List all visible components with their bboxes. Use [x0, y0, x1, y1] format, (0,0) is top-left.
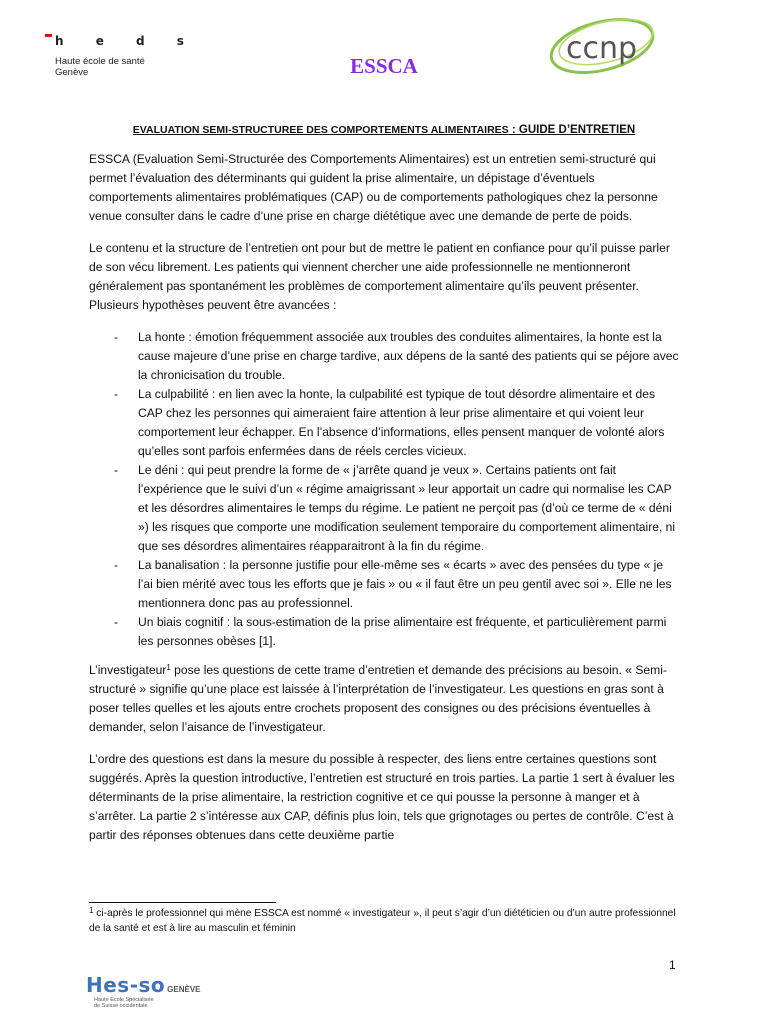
- footnote-mark: 1: [89, 906, 94, 915]
- list-item: [89, 328, 679, 385]
- paragraph-intro: ESSCA (Evaluation Semi-Structurée des Comportements Alimentaires) est un entretien semi-structuré qui permet l’évaluation des déterminants qui guident la prise alimentaire, un dépistage d’éventuels comportements alimentaires problématiques (CAP) ou de comportements pathologiques chez la personne venue consulter dans le cadre d’une prise en charge diététique avec une demande de perte de poids.: [89, 152, 658, 223]
- hes-so-logo: [86, 973, 201, 1009]
- heds-accent-bar: [45, 34, 52, 37]
- page-number: 1: [669, 958, 676, 972]
- hes-line1: Haute Ecole Spécialisée: [94, 997, 154, 1003]
- list-item: [89, 556, 679, 613]
- bullet-dash: -: [114, 330, 119, 344]
- heds-logo-word: h e d s: [55, 34, 198, 48]
- heds-line1: Haute école de santé: [55, 56, 145, 67]
- investigator-text: pose les questions de cette trame d’entretien et demande des précisions au besoin. « Semi-structuré » signifie qu’une place est laissée à l’interprétation de l’investigateur. Les questions en gras sont à poser telles quelles et les ajouts entre crochets proposent des consignes ou des précisions éventuelles à demander, selon l’aisance de l’investigateur.: [89, 663, 667, 734]
- hes-line2: de Suisse occidentale: [94, 1003, 148, 1009]
- footnote: [89, 906, 679, 936]
- paragraph-order: L’ordre des questions est dans la mesure du possible à respecter, des liens entre certaines questions sont suggérés. Après la question introductive, l’entretien est structuré en trois parties. La partie 1 sert à évaluer les déterminants de la prise alimentaire, la restriction cognitive et ce qui pousse la personne à manger et à s’arrêter. La partie 2 s’intéresse aux CAP, définis plus loin, tels que grignotages ou pertes de contrôle. C’est à partir des réponses obtenues dans cette deuxième partie: [89, 752, 675, 842]
- document-body: [89, 124, 679, 858]
- bullet-dash: -: [114, 558, 119, 572]
- footnote-separator: [89, 902, 276, 903]
- list-item-text: Un biais cognitif : la sous-estimation de la prise alimentaire est fréquente, et particulièrement parmi les personnes obèses [1].: [138, 615, 667, 648]
- list-item-text: La banalisation : la personne justifie pour elle-même ses « écarts » avec des pensées du type « je l’ai bien mérité avec tous les efforts que je fais » ou « il faut être un peu gentil avec soi ». Elle ne les mentionnera donc pas au professionnel.: [138, 558, 672, 610]
- list-item: [89, 613, 679, 651]
- footnote-reference[interactable]: 1: [166, 663, 171, 672]
- ccnp-logo-text: ccnp: [566, 31, 638, 66]
- document-title: [89, 124, 679, 136]
- heds-line2: Genève: [55, 67, 89, 78]
- bullet-dash: -: [114, 463, 119, 477]
- hes-logo-geneve: GENÈVE: [167, 985, 201, 994]
- essca-title: ESSCA: [350, 54, 418, 78]
- hypotheses-list: [89, 328, 679, 651]
- bullet-dash: -: [114, 387, 119, 401]
- footnote-text: ci-après le professionnel qui mène ESSCA est nommé « investigateur », il peut s’agir d’un diététicien ou d’un autre professionnel de la santé et est à lire au masculin et féminin: [89, 908, 676, 934]
- bullet-dash: -: [114, 615, 119, 629]
- document-title-tail: GUIDE D’ENTRETIEN: [518, 124, 636, 136]
- hes-logo-text: Hes-so: [86, 973, 166, 997]
- ccnp-logo: [544, 12, 674, 74]
- list-item-text: La culpabilité : en lien avec la honte, la culpabilité est typique de tout désordre alimentaire et des CAP chez les personnes qui aimeraient faire attention à leur prise alimentaire et qui voient leur comportement leur échapper. En l’absence d’informations, elles pensent manquer de volonté alors qu’elles sont parfois enfermées dans de réels cercles vicieux.: [138, 387, 665, 458]
- document-title-main: EVALUATION SEMI-STRUCTUREE DES COMPORTEMENTS ALIMENTAIRES: [132, 124, 509, 136]
- investigator-word: L’investigateur: [89, 663, 167, 677]
- list-item: [89, 461, 679, 556]
- list-item-text: Le déni : qui peut prendre la forme de « j’arrête quand je veux ». Certains patients ont fait l’expérience que le suivi d’un « régime amaigrissant » leur apportait un cadre qui normalise les CAP et les désordres alimentaires le temps du régime. Le patient ne perçoit pas (d’où ce terme de « déni ») les risques que comporte une modification seulement temporaire du comportement alimentaire, ni que ses désordres alimentaires réapparaitront à la fin du régime.: [138, 463, 676, 553]
- list-item: [89, 385, 679, 461]
- paragraph-context: Le contenu et la structure de l’entretien ont pour but de mettre le patient en confiance pour qu’il puisse parler de son vécu librement. Les patients qui viennent chercher une aide professionnelle ne mentionneront généralement pas spontanément les problèmes de comportement alimentaire qu’ils peuvent présenter. Plusieurs hypothèses peuvent être avancées :: [89, 241, 670, 312]
- paragraph-investigator: [89, 661, 679, 737]
- list-item-text: La honte : émotion fréquemment associée aux troubles des conduites alimentaires, la honte est la cause majeure d’une prise en charge tardive, aux dépens de la santé des patients qui se péjore avec la chronicisation du trouble.: [138, 330, 679, 382]
- document-title-separator: :: [508, 124, 519, 136]
